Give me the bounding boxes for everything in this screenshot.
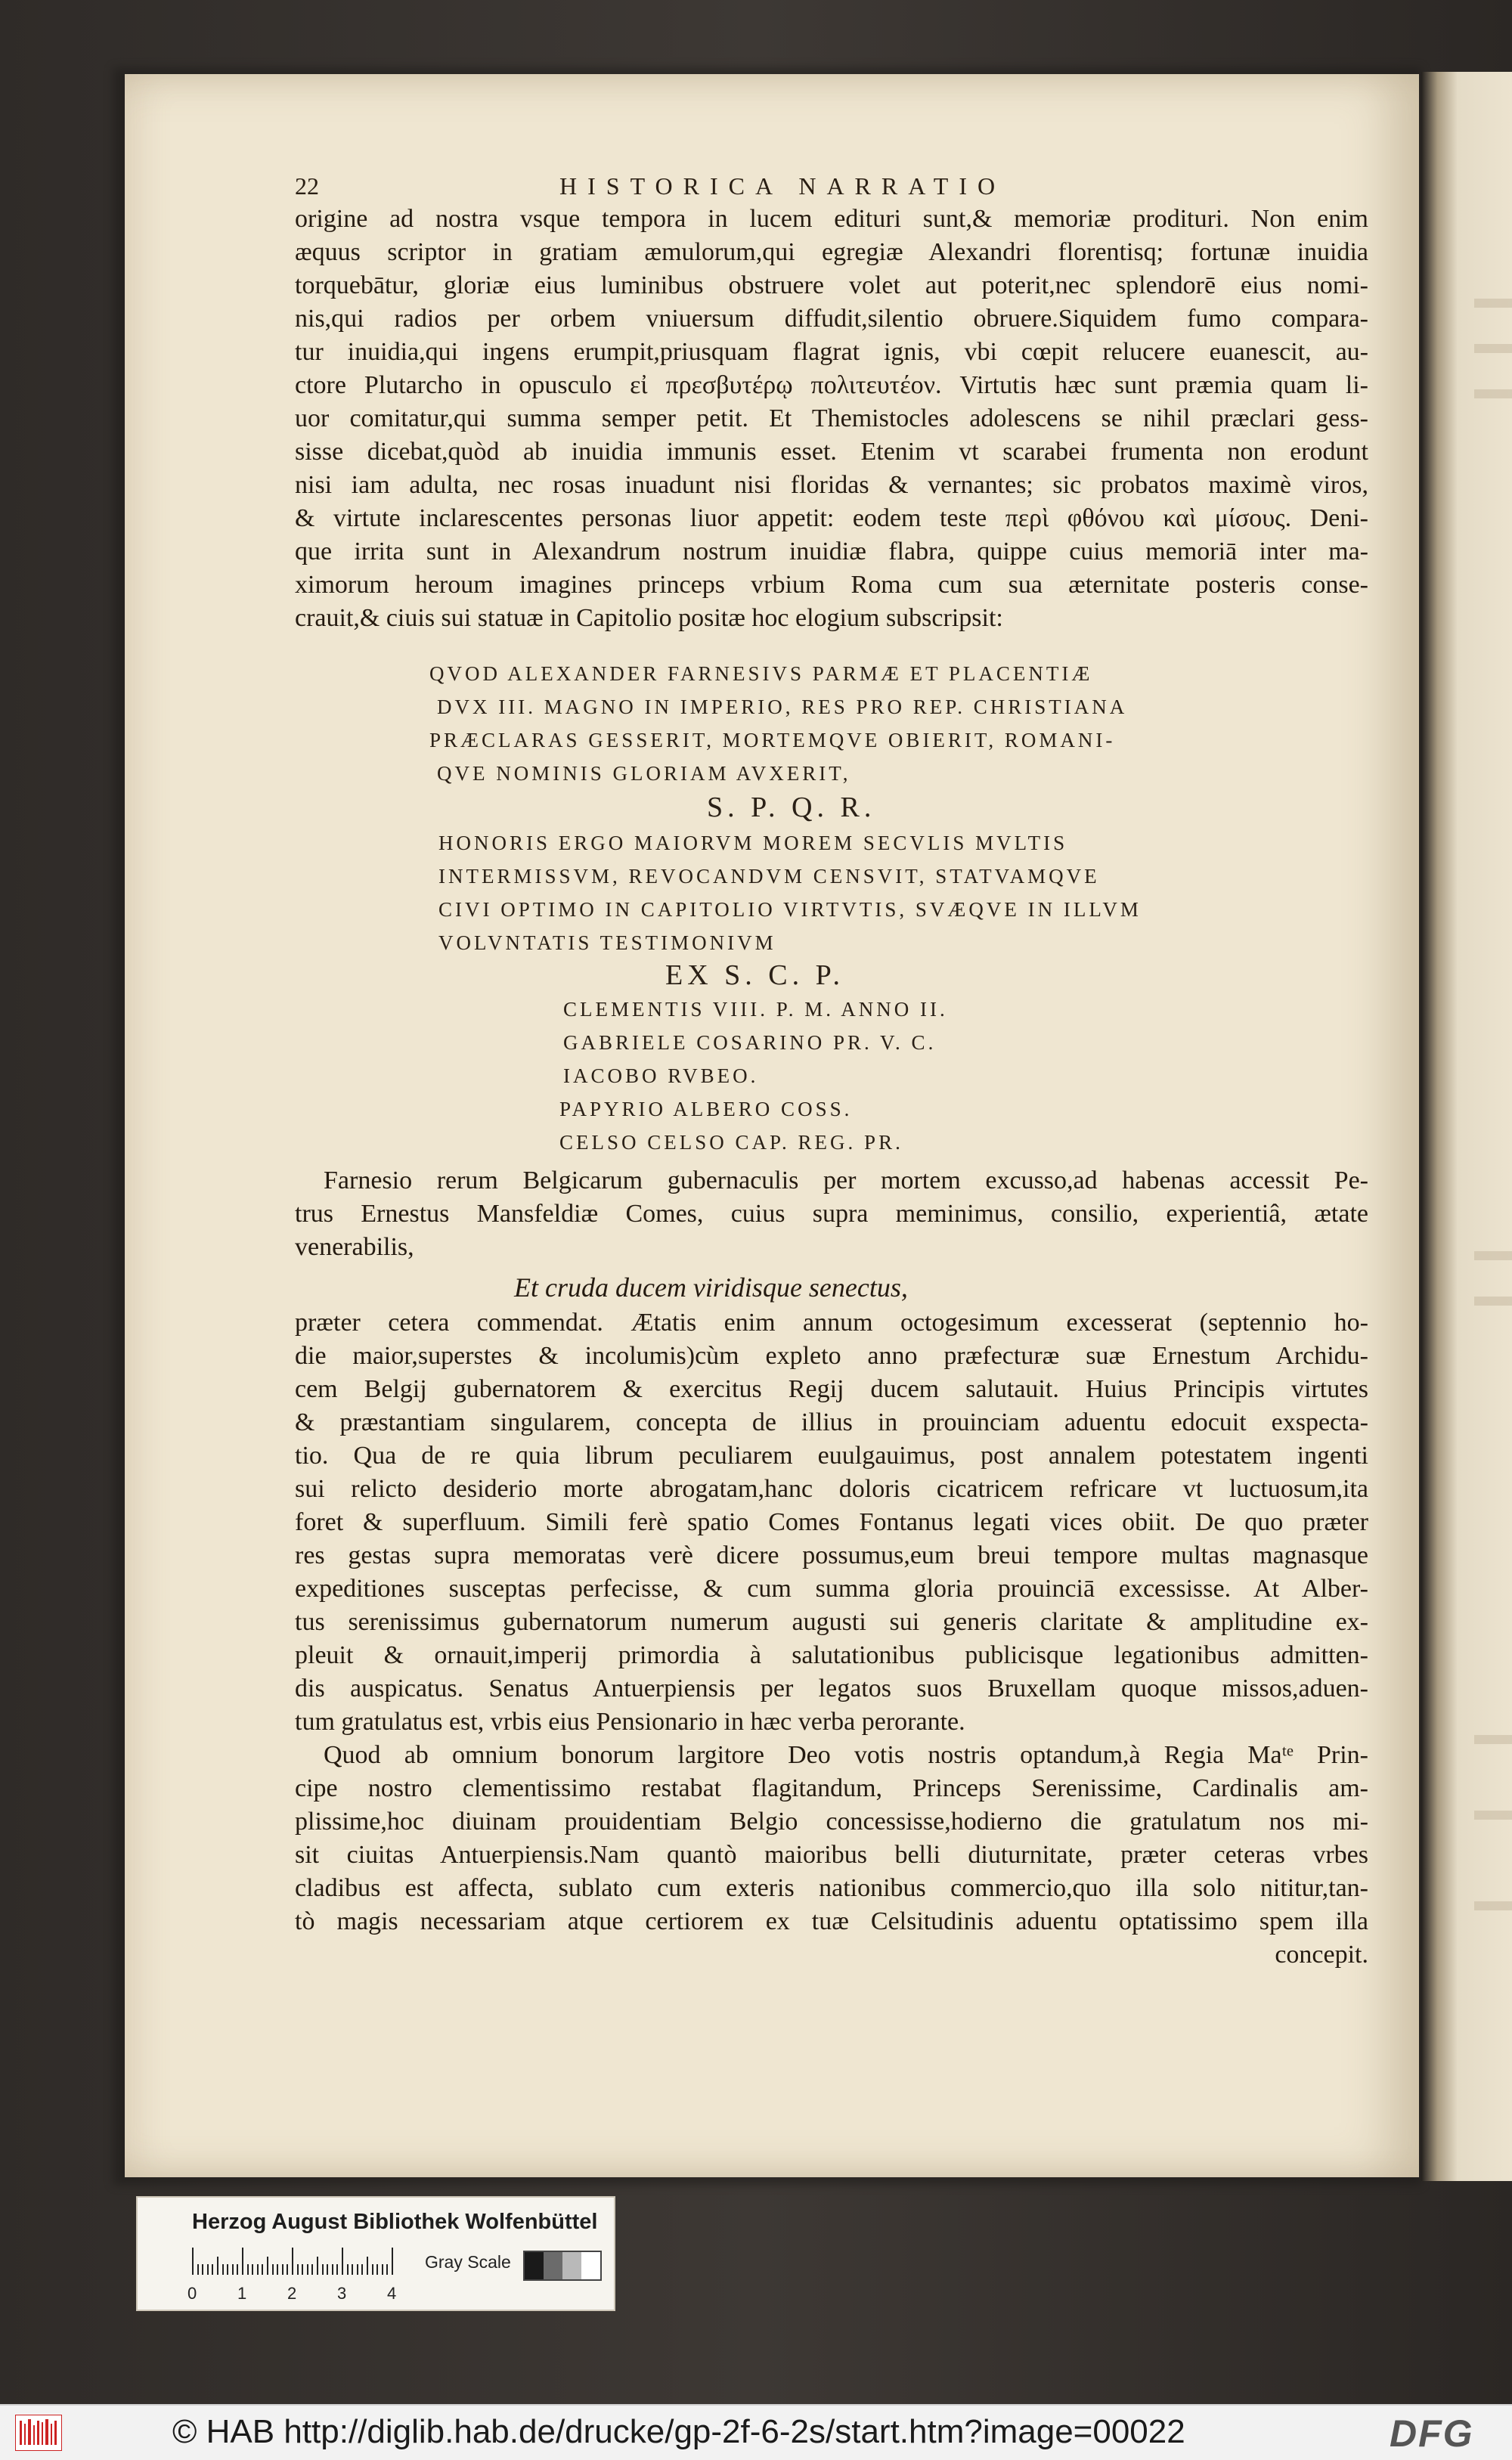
ruler-tick [247,2264,249,2275]
barcode-logo-icon [15,2415,62,2451]
verse-quote: Et cruda ducem viridisque senectus, [514,1272,908,1303]
ruler-tick [227,2264,228,2275]
gray-scale-label: Gray Scale [425,2252,511,2272]
text-line: nis,qui radios per orbem vniuersum diffudit,silentio obruere.Siquidem fumo compara- [295,305,1368,333]
ruler-tick [367,2257,368,2275]
inscription-line: GABRIELE COSARINO PR. V. C. [563,1031,937,1054]
text-line: plissime,hoc diuinam prouidentiam Belgio concessisse,hodierno die gratulatum nos mi- [295,1808,1368,1836]
ruler-tick [311,2264,313,2275]
ruler-tick [332,2264,333,2275]
inscription-line: CELSO CELSO CAP. REG. PR. [559,1131,903,1154]
ruler-tick [357,2264,358,2275]
ruler-tick [217,2257,218,2275]
ruler-tick [297,2264,299,2275]
text-line: sui relicto desiderio morte abrogatam,hanc doloris cicatricem refricare vt luctuosum,ita [295,1475,1368,1503]
text-line: præter cetera commendat. Ætatis enim annum octogesimum excesserat (septennio ho- [295,1309,1368,1337]
ruler-tick [262,2264,263,2275]
page-number: 22 [295,172,319,200]
inscription-line: QVE NOMINIS GLORIAM AVXERIT, [437,762,851,785]
footer-bar [0,2404,1512,2460]
ruler-tick [327,2264,328,2275]
inscription-line: VOLVNTATIS TESTIMONIVM [438,931,776,954]
ruler-tick [361,2264,363,2275]
ruler-tick [352,2264,353,2275]
text-line: expeditiones susceptas perfecisse, & cum summa gloria prouinciā excessisse. At Alber- [295,1575,1368,1603]
text-line: torquebātur, gloriæ eius luminibus obstruere volet aut poterit,nec splendorē eius nomi- [295,271,1368,299]
spqr-line: S. P. Q. R. [707,792,876,823]
ruler-tick [282,2264,284,2275]
inscription-line: INTERMISSVM, REVOCANDVM CENSVIT, STATVAMQVE [438,865,1100,888]
text-line: & præstantiam singularem, concepta de illius in prouinciam aduentu edocuit exspecta- [295,1408,1368,1436]
text-line: foret & superfluum. Simili ferè spatio Comes Fontanus legati vices obiit. De quo præter [295,1508,1368,1536]
text-line: venerabilis, [295,1233,414,1261]
ruler-tick [302,2264,303,2275]
gray-swatch [581,2252,600,2279]
ruler-tick [322,2264,324,2275]
ruler-tick [207,2264,209,2275]
ruler-number: 3 [337,2284,347,2303]
ruler-tick [232,2264,234,2275]
ruler-tick [212,2264,213,2275]
text-line: tò magis necessariam atque certiorem ex tuæ Celsitudinis aduentu optatissimo spem illa [295,1907,1368,1935]
ruler-tick [292,2248,293,2275]
text-line: tus serenissimus gubernatorum numerum augusti sui generis claritate & amplitudine ex- [295,1608,1368,1636]
text-line: die maior,superstes & incolumis)cùm expleto anno præfecturæ suæ Ernestum Archidu- [295,1342,1368,1370]
text-line: que irrita sunt in Alexandrum nostrum inuidiæ flabra, quippe cuius memoriā inter ma- [295,538,1368,565]
inscription-line: QVOD ALEXANDER FARNESIVS PARMÆ ET PLACENTIÆ [429,662,1093,685]
ruler-tick [267,2257,268,2275]
ruler-tick [237,2264,238,2275]
ruler-tick [222,2264,224,2275]
gray-swatch [562,2252,581,2279]
text-line: Farnesio rerum Belgicarum gubernaculis per mortem excusso,ad habenas accessit Pe- [324,1166,1368,1194]
ruler-number: 0 [187,2284,197,2303]
ruler-tick [347,2264,349,2275]
text-line: æquus scriptor in gratiam æmulorum,qui egregiæ Alexandri florentisq; fortunæ inuidia [295,238,1368,266]
text-line: sisse dicebat,quòd ab inuidia immunis esset. Etenim vt scarabei frumenta non erodunt [295,438,1368,466]
ruler-tick [277,2264,278,2275]
ruler-tick [287,2264,288,2275]
text-line: trus Ernestus Mansfeldiæ Comes, cuius supra meminimus, consilio, experientiâ, ætate [295,1200,1368,1228]
ruler-tick [242,2248,243,2275]
ruler-tick [382,2264,383,2275]
gray-swatch [525,2252,544,2279]
text-line: cem Belgij gubernatorem & exercitus Regij ducem salutauit. Huius Principis virtutes [295,1375,1368,1403]
inscription-line: HONORIS ERGO MAIORVM MOREM SECVLIS MVLTIS [438,832,1068,854]
text-line: nisi iam adulta, nec rosas inuadunt nisi floridas & vernantes; sic probatos maximè viros, [295,471,1368,499]
library-name: Herzog August Bibliothek Wolfenbüttel [192,2210,598,2234]
inscription-line: DVX III. MAGNO IN IMPERIO, RES PRO REP. CHRISTIANA [437,696,1128,718]
text-line: concepit. [1275,1941,1368,1969]
ex-scp-line: EX S. C. P. [665,959,845,991]
main-paragraph [295,203,1368,635]
text-line: ctore Plutarcho in opusculo εἰ πρεσβυτέρῳ πολιτευτέον. Virtutis hæc sunt præmia quam li- [295,371,1368,399]
text-line: sit ciuitas Antuerpiensis.Nam quantò maioribus belli diuturnitate, præter ceteras vrbes [295,1841,1368,1869]
ruler-tick [317,2257,318,2275]
text-line: dis auspicatus. Senatus Antuerpiensis per legatos suos Bruxellam quoque missos,aduen- [295,1675,1368,1702]
dfg-logo: DFG [1390,2412,1474,2455]
ruler-number: 2 [287,2284,297,2303]
text-line: ximorum heroum imagines princeps vrbium Roma cum sua æternitate posteris conse- [295,571,1368,599]
text-line: tio. Qua de re quia librum peculiarem euulgauimus, post annalem potestatem ingenti [295,1442,1368,1470]
ruler-tick [272,2264,274,2275]
inscription-line: PRÆCLARAS GESSERIT, MORTEMQVE OBIERIT, ROMANI- [429,729,1116,751]
gray-scale-card [136,2196,615,2311]
text-line: res gestas supra memoratas verè dicere possumus,eum breui tempore multas magnasque [295,1541,1368,1569]
ruler-tick [376,2264,378,2275]
inscription-line: CLEMENTIS VIII. P. M. ANNO II. [563,998,948,1021]
ruler-tick [307,2264,308,2275]
gray-swatch [544,2252,562,2279]
ruler-tick [257,2264,259,2275]
inscription-line: CIVI OPTIMO IN CAPITOLIO VIRTVTIS, SVÆQVE IN ILLVM [438,898,1142,921]
text-line: tur inuidia,qui ingens erumpit,priusquam flagrat ignis, vbi cœpit relucere euanescit, au- [295,338,1368,366]
ruler-tick [342,2248,343,2275]
ruler-tick [392,2248,393,2275]
text-line: cladibus est affecta, sublato cum exteris nationibus commercio,quo illa solo nititur,tan- [295,1874,1368,1902]
text-line: & virtute inclarescentes personas liuor appetit: eodem teste περὶ φθόνου καὶ μίσους. Deni- [295,504,1368,532]
ruler-tick [386,2264,388,2275]
text-line: cipe nostro clementissimo restabat flagitandum, Princeps Serenissime, Cardinalis am- [295,1774,1368,1802]
text-line: uor comitatur,qui summa semper petit. Et Themistocles adolescens se nihil præclari gess- [295,404,1368,432]
ruler-tick [192,2248,194,2275]
ruler-tick [372,2264,373,2275]
ruler-number: 4 [387,2284,397,2303]
text-line: crauit,& ciuis sui statuæ in Capitolio positæ hoc elogium subscripsit: [295,604,1003,632]
ruler-tick [336,2264,338,2275]
ruler-tick [197,2264,199,2275]
text-line: Quod ab omnium bonorum largitore Deo votis nostris optandum,à Regia Maᵗᵉ Prin- [324,1741,1368,1769]
text-line: origine ad nostra vsque tempora in lucem edituri sunt,& memoriæ proditurі. Non enim [295,205,1368,233]
inscription-line: IACOBO RVBEO. [563,1064,759,1087]
text-line: pleuit & ornauit,imperij primordia à salutationibus publicisque legationibus admitten- [295,1641,1368,1669]
ruler-tick [202,2264,203,2275]
facing-page-edge [1421,72,1512,2181]
ruler-tick [252,2264,253,2275]
running-title: HISTORICA NARRATIO [559,172,1006,200]
text-line: tum gratulatus est, vrbis eius Pensionario in hæc verba perorante. [295,1708,965,1736]
paragraph-praeter [295,1306,1368,1972]
ruler [192,2248,411,2275]
gray-swatches [523,2251,602,2281]
ruler-number: 1 [237,2284,247,2303]
inscription-line: PAPYRIO ALBERO COSS. [559,1098,853,1120]
copyright-url[interactable]: © HAB http://diglib.hab.de/drucke/gp-2f-6-2s/start.htm?image=00022 [172,2413,1185,2450]
paragraph-farnesio [295,1164,1368,1264]
